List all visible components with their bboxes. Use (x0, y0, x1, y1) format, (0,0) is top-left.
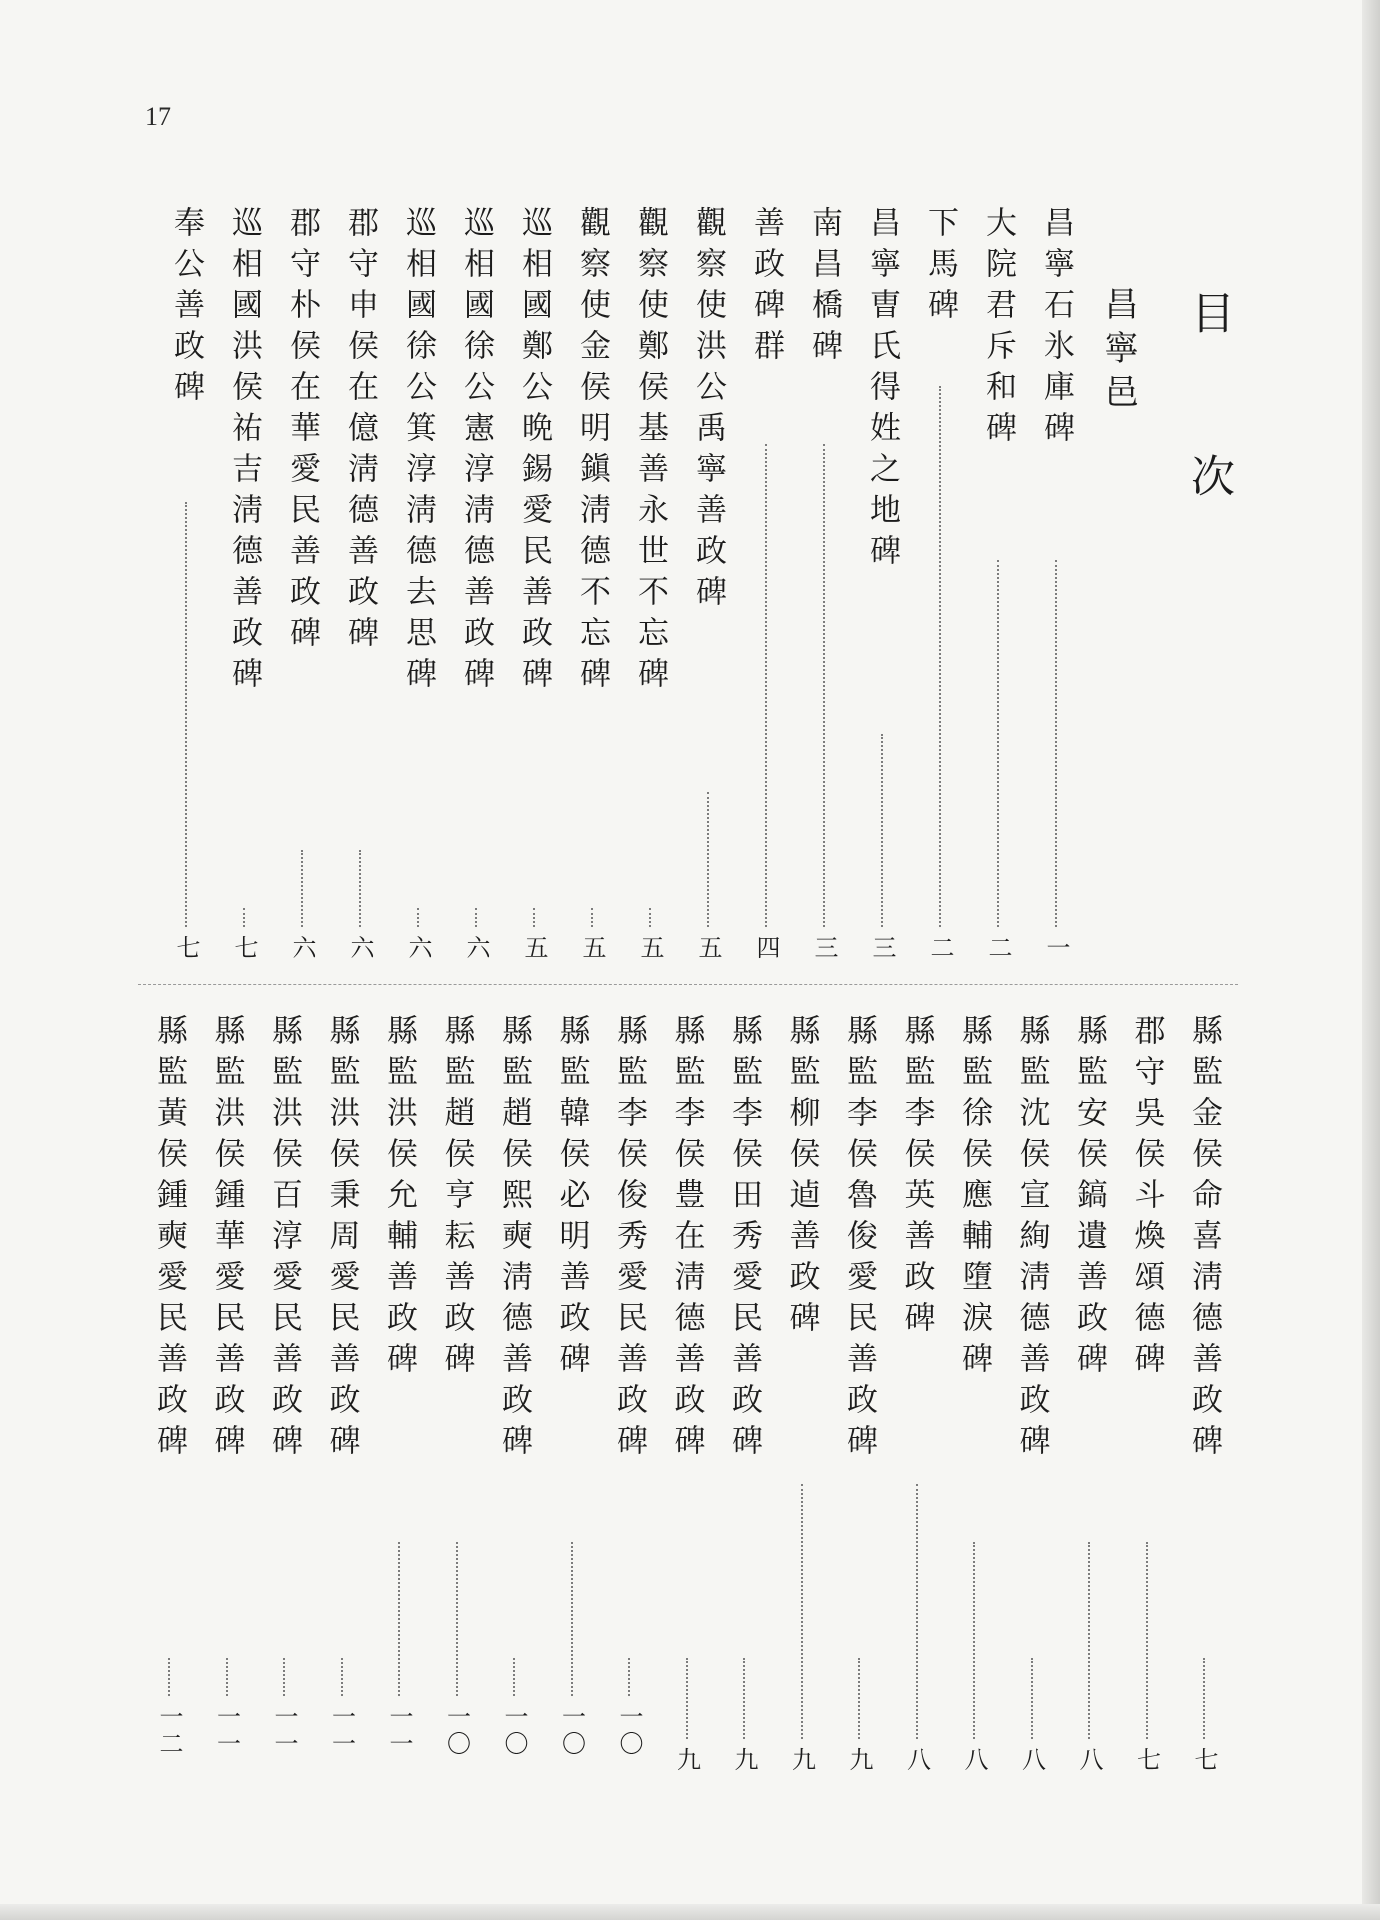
dot-leader (628, 1658, 630, 1696)
toc-page-number: 九 (730, 1747, 758, 1774)
section-divider (138, 984, 1238, 985)
toc-entry-title: 郡守申侯在億淸德善政碑 (342, 206, 378, 657)
toc-entry-title: 縣監金侯命喜淸德善政碑 (1186, 1014, 1222, 1465)
toc-page-number: 八 (1075, 1747, 1103, 1774)
toc-entry-title: 縣監沈侯宣絢淸德善政碑 (1013, 1014, 1050, 1465)
toc-page-number: 九 (672, 1747, 701, 1774)
toc-page-number: 一〇 (500, 1704, 528, 1758)
toc-page-number: 八 (960, 1747, 988, 1774)
toc-entry-title: 縣監洪侯秉周愛民善政碑 (323, 1014, 360, 1465)
toc-page-number: 五 (694, 935, 722, 962)
dot-leader (743, 1658, 745, 1739)
dot-leader (513, 1658, 515, 1696)
dot-leader (226, 1658, 228, 1696)
dot-leader (301, 850, 303, 927)
toc-entry-title: 昌寧曺氏得姓之地碑 (864, 206, 900, 575)
dot-leader (475, 908, 477, 927)
toc-entry-title: 縣監黃侯鍾奭愛民善政碑 (151, 1014, 187, 1465)
toc-entry-title: 奉公善政碑 (168, 206, 204, 411)
dot-leader (185, 502, 187, 927)
toc-entry-title: 巡相國鄭公晩錫愛民善政碑 (516, 206, 552, 698)
toc-entry-title: 縣監李侯魯俊愛民善政碑 (841, 1014, 877, 1465)
toc-page-number: 七 (172, 935, 200, 962)
dot-leader (359, 850, 361, 927)
toc-page-number: 八 (1017, 1747, 1046, 1774)
dot-leader (881, 734, 883, 927)
dot-leader (1031, 1658, 1033, 1739)
toc-title: 目 次 (1183, 290, 1234, 531)
toc-page-number: 六 (462, 935, 490, 962)
dot-leader (1055, 560, 1057, 927)
dot-leader (997, 560, 999, 927)
toc-entry-title: 觀察使洪公禹寧善政碑 (690, 206, 726, 616)
dot-leader (939, 386, 941, 927)
toc-entry-title: 觀察使鄭侯基善永世不忘碑 (632, 206, 668, 698)
toc-page-number: 一一 (270, 1704, 298, 1758)
section-heading: 昌寧邑 (1098, 286, 1138, 418)
toc-page-number: 一一 (327, 1704, 356, 1758)
toc-page-number: 一 (1042, 935, 1070, 962)
toc-entry-title: 縣監李侯俊秀愛民善政碑 (611, 1014, 647, 1465)
toc-page-number: 一〇 (557, 1704, 586, 1758)
toc-entry-title: 縣監洪侯允輔善政碑 (381, 1014, 417, 1383)
toc-page-number: 一二 (155, 1704, 183, 1758)
toc-entry-title: 縣監洪侯鍾華愛民善政碑 (208, 1014, 245, 1465)
toc-entry-title: 縣監安侯鎬遺善政碑 (1071, 1014, 1107, 1383)
dot-leader (686, 1658, 688, 1739)
toc-entry-title: 郡守朴侯在華愛民善政碑 (284, 206, 320, 657)
dot-leader (417, 908, 419, 927)
dot-leader (765, 444, 767, 927)
dot-leader (1088, 1542, 1090, 1739)
toc-page-number: 七 (1190, 1747, 1218, 1774)
toc-page-number: 五 (636, 935, 664, 962)
page-number: 17 (145, 102, 171, 131)
toc-page-number: 四 (752, 935, 780, 962)
toc-page-number: 六 (404, 935, 432, 962)
toc-page-number: 八 (902, 1747, 931, 1774)
toc-page-number: 二 (926, 935, 954, 962)
toc-page-number: 三 (810, 935, 838, 962)
toc-entry-title: 縣監柳侯逌善政碑 (783, 1014, 820, 1342)
toc-entry-title: 觀察使金侯明鎭淸德不忘碑 (574, 206, 610, 698)
dot-leader (823, 444, 825, 927)
dot-leader (591, 908, 593, 927)
toc-page-number: 二 (984, 935, 1012, 962)
dot-leader (707, 792, 709, 927)
toc-page-number: 五 (578, 935, 606, 962)
dot-leader (801, 1484, 803, 1739)
toc-entry-title: 昌寧石氷庫碑 (1038, 206, 1074, 452)
dot-leader (283, 1658, 285, 1696)
dot-leader (1146, 1542, 1148, 1739)
toc-entry-title: 善政碑群 (748, 206, 784, 370)
dot-leader (398, 1542, 400, 1696)
dot-leader (533, 908, 535, 927)
dot-leader (649, 908, 651, 927)
dot-leader (916, 1484, 918, 1739)
dot-leader (456, 1542, 458, 1696)
toc-page-number: 一一 (385, 1704, 413, 1758)
toc-entry-title: 縣監李侯田秀愛民善政碑 (726, 1014, 762, 1465)
toc-page-number: 六 (288, 935, 316, 962)
toc-page-number: 一〇 (442, 1704, 471, 1758)
toc-page-number: 七 (1132, 1747, 1161, 1774)
dot-leader (973, 1542, 975, 1739)
toc-entry-title: 縣監徐侯應輔墮淚碑 (956, 1014, 992, 1383)
toc-page-number: 一一 (212, 1704, 241, 1758)
toc-entry-title: 大院君斥和碑 (980, 206, 1016, 452)
toc-entry-title: 縣監趙侯亨耘善政碑 (438, 1014, 475, 1383)
dot-leader (243, 908, 245, 927)
toc-page-number: 九 (845, 1747, 873, 1774)
toc-page-number: 七 (230, 935, 258, 962)
toc-entry-title: 巡相國洪侯祐吉淸德善政碑 (226, 206, 262, 698)
dot-leader (571, 1542, 573, 1696)
toc-page-number: 五 (520, 935, 548, 962)
toc-entry-title: 縣監李侯英善政碑 (898, 1014, 935, 1342)
toc-entry-title: 縣監趙侯熙奭淸德善政碑 (496, 1014, 532, 1465)
toc-entry-title: 巡相國徐公憲淳淸德善政碑 (458, 206, 494, 698)
toc-page-number: 三 (868, 935, 896, 962)
toc-page-number: 六 (346, 935, 374, 962)
dot-leader (168, 1658, 170, 1696)
toc-entry-title: 縣監洪侯百淳愛民善政碑 (266, 1014, 302, 1465)
dot-leader (1203, 1658, 1205, 1739)
toc-page-number: 九 (787, 1747, 816, 1774)
toc-entry-title: 巡相國徐公箕淳淸德去思碑 (400, 206, 436, 698)
toc-entry-title: 縣監李侯豊在淸德善政碑 (668, 1014, 705, 1465)
dot-leader (858, 1658, 860, 1739)
toc-page-number: 一〇 (615, 1704, 643, 1758)
toc-entry-title: 下馬碑 (922, 206, 958, 329)
toc-entry-title: 郡守吳侯斗煥頌德碑 (1128, 1014, 1165, 1383)
toc-entry-title: 南昌橋碑 (806, 206, 842, 370)
dot-leader (341, 1658, 343, 1696)
toc-entry-title: 縣監韓侯必明善政碑 (553, 1014, 590, 1383)
